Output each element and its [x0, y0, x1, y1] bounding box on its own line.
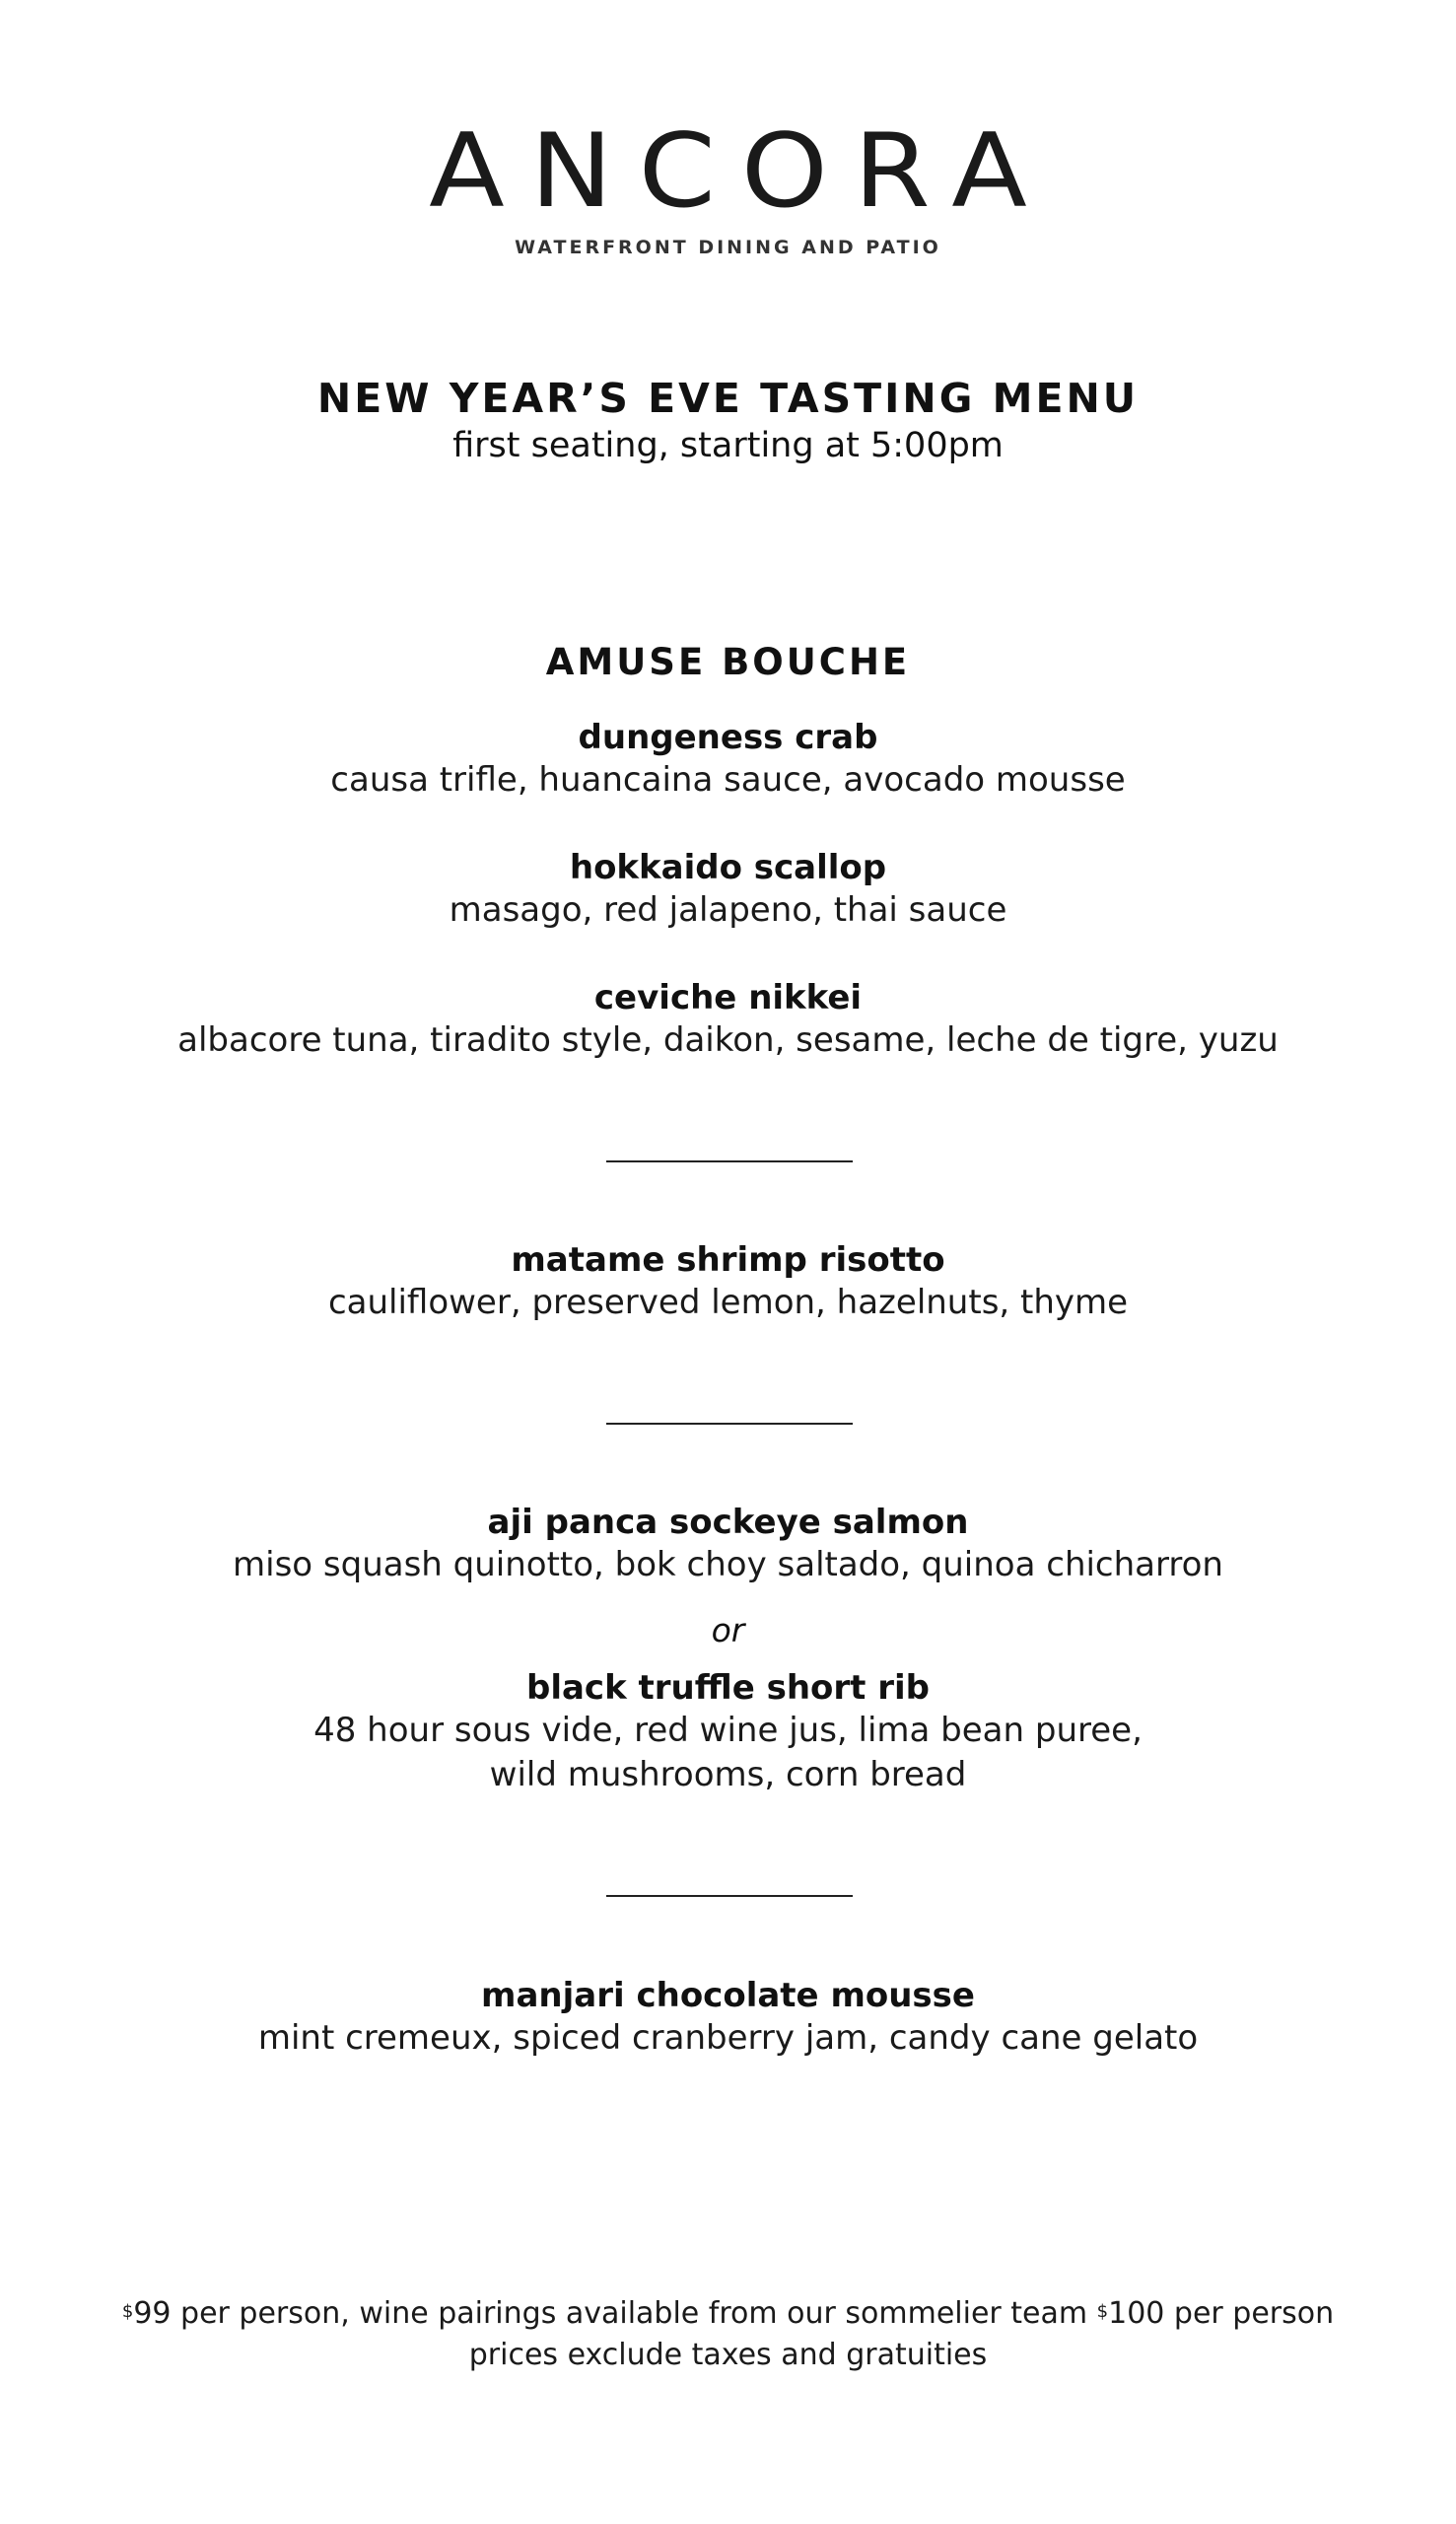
dish-description: wild mushrooms, corn bread	[489, 1755, 967, 1794]
logo-wordmark: ANCORA	[429, 112, 1053, 231]
dish-name: ceviche nikkei	[593, 978, 863, 1017]
course-divider	[606, 1423, 853, 1425]
dish-description: albacore tuna, tiradito style, daikon, sesame, leche de tigre, yuzu	[177, 1020, 1279, 1060]
price: 99	[133, 2296, 172, 2331]
course-divider	[606, 1160, 853, 1162]
dish-name: aji panca sockeye salmon	[487, 1503, 969, 1542]
pairing-price: 100	[1108, 2296, 1165, 2331]
pairing-text: per person	[1164, 2296, 1335, 2331]
dish-name: manjari chocolate mousse	[481, 1976, 975, 2015]
or-separator: or	[711, 1611, 745, 1649]
course-divider	[606, 1895, 853, 1897]
price-line	[0, 2293, 1456, 2335]
price-note: prices exclude taxes and gratuities	[468, 2338, 988, 2372]
dish-description: causa trifle, huancaina sauce, avocado mousse	[330, 760, 1126, 800]
restaurant-logo	[0, 112, 1456, 231]
dish-name: black truffle short rib	[525, 1668, 931, 1708]
dish-description: mint cremeux, spiced cranberry jam, candy cane gelato	[257, 2018, 1199, 2058]
tagline: WATERFRONT DINING AND PATIO	[515, 237, 941, 258]
section-title-amuse-bouche: AMUSE BOUCHE	[545, 641, 911, 683]
currency-symbol: $	[1096, 2301, 1109, 2322]
dish-description: miso squash quinotto, bok choy saltado, quinoa chicharron	[233, 1545, 1223, 1584]
price-text: per person, wine pairings available from our sommelier team	[171, 2296, 1097, 2331]
menu-title: NEW YEAR’S EVE TASTING MENU	[316, 375, 1140, 422]
dish-description: masago, red jalapeno, thai sauce	[449, 890, 1007, 930]
dish-name: dungeness crab	[578, 718, 878, 757]
dish-description: 48 hour sous vide, red wine jus, lima bean puree,	[313, 1711, 1143, 1750]
currency-symbol: $	[121, 2301, 134, 2322]
menu-subtitle: first seating, starting at 5:00pm	[452, 426, 1004, 465]
dish-name: matame shrimp risotto	[511, 1240, 945, 1280]
dish-description: cauliflower, preserved lemon, hazelnuts, thyme	[327, 1283, 1129, 1322]
dish-name: hokkaido scallop	[569, 848, 887, 887]
